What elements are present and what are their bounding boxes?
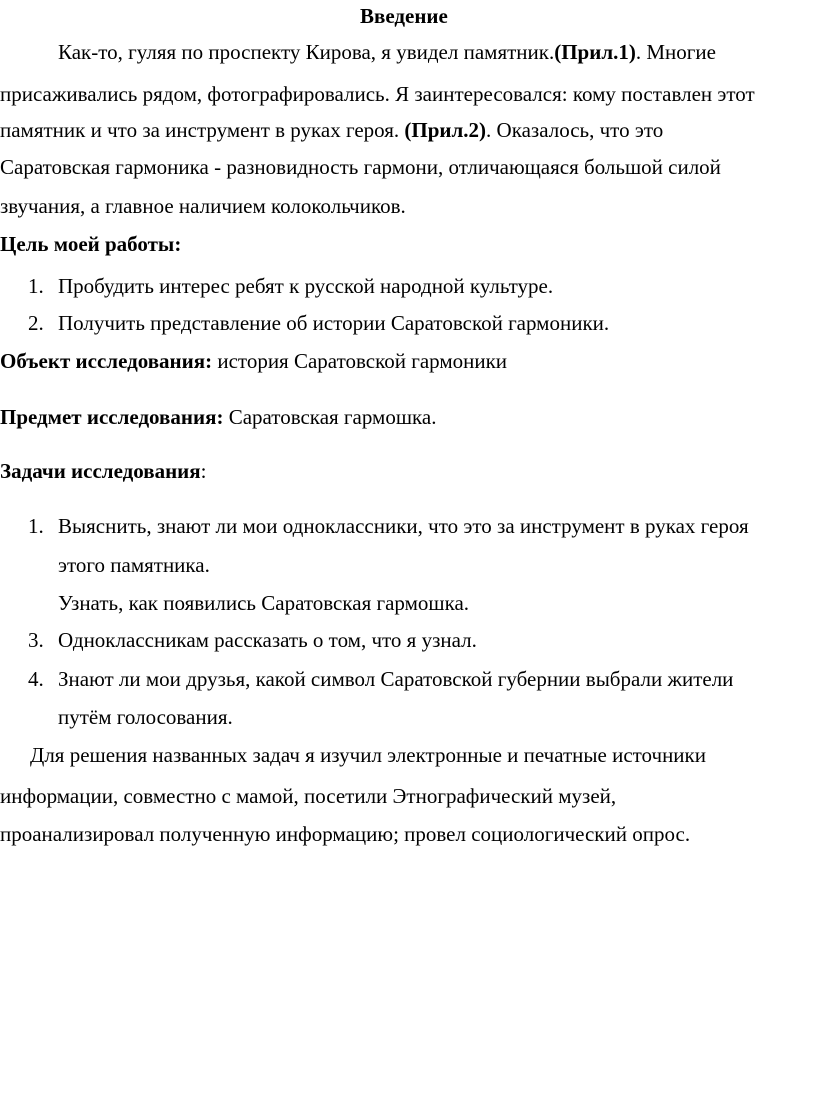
intro-line-2: присаживались рядом, фотографировались. Я заинтересовался: кому поставлен этот: [0, 82, 755, 106]
research-subject: [0, 407, 436, 428]
intro-line-4: Саратовская гармоника - разновидность гармони, отличающаяся большой силой: [0, 155, 721, 179]
goal-item-2-number: 2.: [28, 311, 44, 335]
appendix-ref-1: (Прил.1): [554, 40, 636, 64]
task-item-1-line-1: Выяснить, знают ли мои одноклассники, что это за инструмент в руках героя: [58, 514, 749, 538]
task-item-4-line-2: путём голосования.: [58, 705, 233, 729]
appendix-ref-2: (Прил.2): [404, 118, 487, 142]
conclusion-line-1: Для решения названных задач я изучил электронные и печатные источники: [30, 743, 706, 767]
task-item-3-line: Одноклассникам рассказать о том, что я узнал.: [58, 628, 477, 652]
intro-line-3-tail: . Оказалось, что это: [486, 118, 664, 142]
tasks-heading: [0, 461, 206, 482]
conclusion-line-3: проанализировал полученную информацию; провел социологический опрос.: [0, 822, 691, 846]
task-item-1-line-2: этого памятника.: [58, 553, 210, 577]
page-title: Введение: [360, 4, 448, 28]
goal-item-2-text: Получить представление об истории Саратовской гармоники.: [58, 311, 610, 335]
tasks-heading-colon: :: [200, 459, 207, 483]
goal-heading: Цель моей работы:: [0, 232, 182, 256]
research-object-value: история Саратовской гармоники: [212, 349, 508, 373]
task-item-3-number: 3.: [28, 628, 44, 652]
research-object-label: Объект исследования:: [0, 349, 213, 373]
task-item-4-line-1: Знают ли мои друзья, какой символ Саратовской губернии выбрали жители: [58, 667, 734, 691]
intro-line-1-tail: . Многие: [635, 40, 716, 64]
intro-line-5: звучания, а главное наличием колокольчиков.: [0, 194, 406, 218]
conclusion-line-2: информации, совместно с мамой, посетили Этнографический музей,: [0, 784, 617, 808]
goal-item-1-number: 1.: [28, 274, 44, 298]
intro-line-1: [58, 42, 716, 63]
task-item-2-line: Узнать, как появились Саратовская гармошка.: [58, 591, 470, 615]
task-item-4-number: 4.: [28, 667, 44, 691]
task-item-1-number: 1.: [28, 514, 44, 538]
tasks-heading-label: Задачи исследования: [0, 459, 201, 483]
intro-line-3-text: памятник и что за инструмент в руках героя.: [0, 118, 400, 142]
research-subject-label: Предмет исследования:: [0, 405, 224, 429]
intro-line-3: [0, 120, 663, 141]
research-subject-value: Саратовская гармошка.: [223, 405, 437, 429]
research-object: [0, 351, 507, 372]
goal-item-1-text: Пробудить интерес ребят к русской народной культуре.: [58, 274, 554, 298]
intro-line-1-text: Как-то, гуляя по проспекту Кирова, я увидел памятник.: [58, 40, 555, 64]
